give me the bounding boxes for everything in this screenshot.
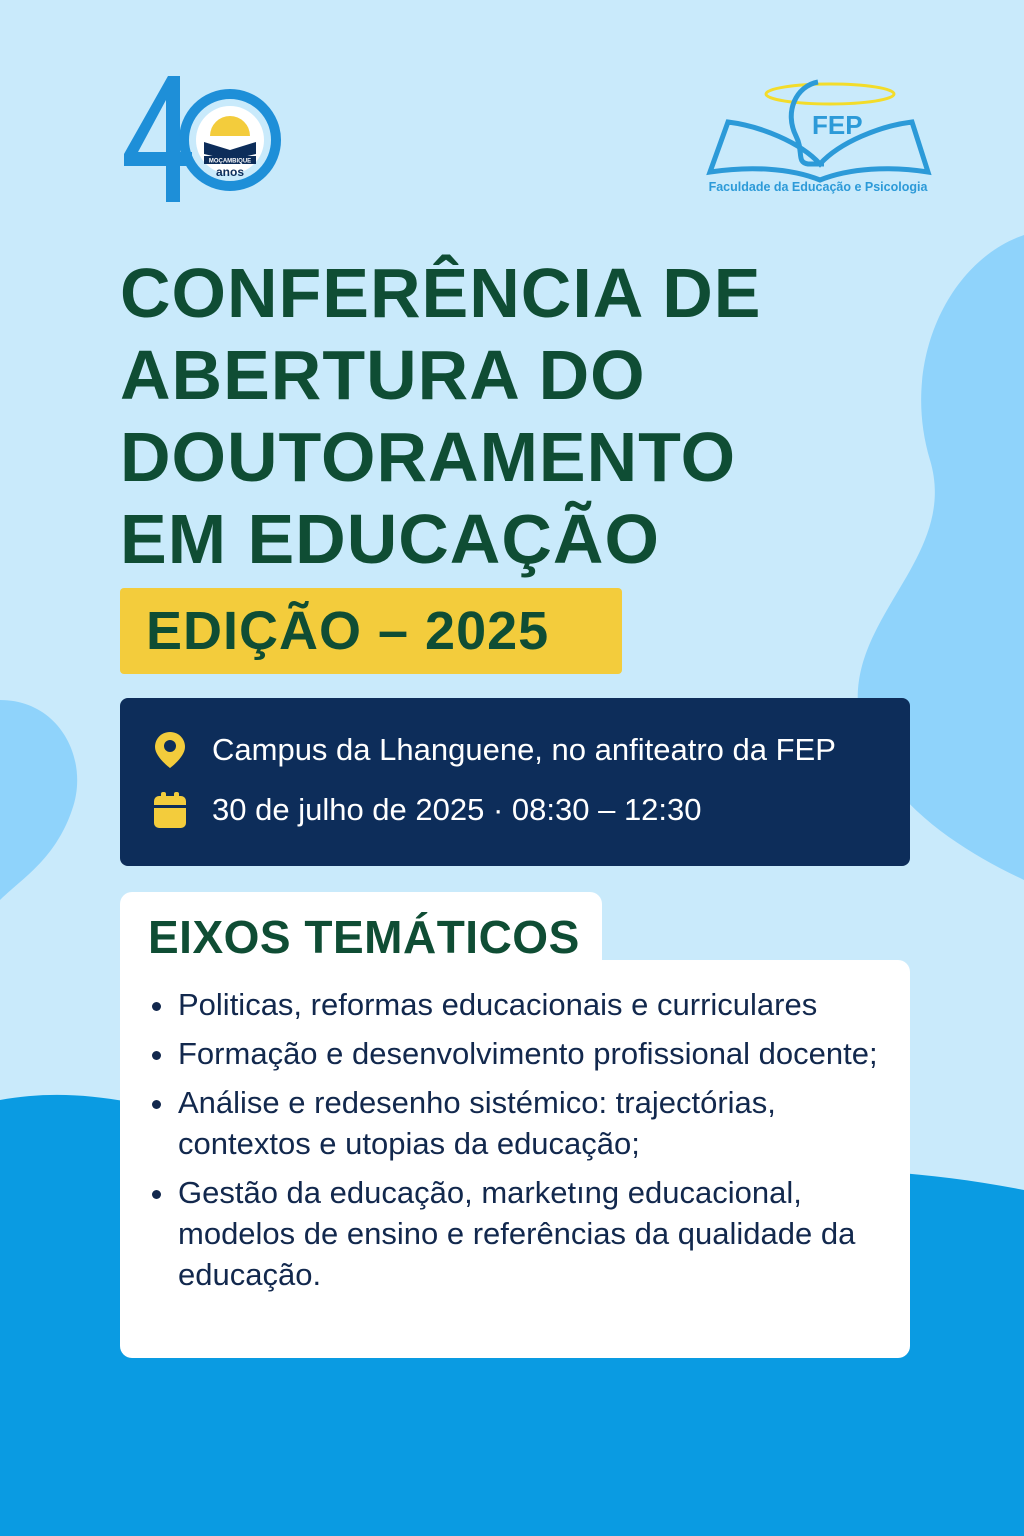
title-line-3: DOUTORAMENTO <box>120 418 737 496</box>
map-pin-icon <box>152 730 188 770</box>
themes-title: EIXOS TEMÁTICOS <box>148 911 580 963</box>
event-info-box <box>120 698 910 866</box>
list-item: Politicas, reformas educacionais e curriculares <box>148 984 898 1025</box>
calendar-icon <box>152 790 188 830</box>
title-line-2: ABERTURA DO <box>120 336 646 414</box>
title-line-1: CONFERÊNCIA DE <box>120 254 762 332</box>
left-blob <box>0 700 77 900</box>
location-row <box>152 730 836 770</box>
list-item: Análise e redesenho sistémico: trajectórias, contextos e utopias da educação; <box>148 1082 898 1164</box>
datetime-row <box>152 790 702 830</box>
fep-caption: Faculdade da Educação e Psicologia <box>708 180 928 194</box>
halo-ring <box>766 84 894 104</box>
list-item: Formação e desenvolvimento profissional docente; <box>148 1033 898 1074</box>
themes-list <box>148 984 898 1303</box>
ribbon-text: MOÇAMBIQUE <box>208 158 252 165</box>
list-item: Gestão da educação, marketıng educacional, modelos de ensino e referências da qualidade da educação. <box>148 1172 898 1295</box>
anos-text: anos <box>216 165 245 179</box>
location-text: Campus da Lhanguene, no anfiteatro da FEP <box>212 732 836 767</box>
fep-acronym: FEP <box>812 110 863 140</box>
edition-badge: EDIÇÃO – 2025 <box>120 588 622 674</box>
datetime-text: 30 de julho de 2025 · 08:30 – 12:30 <box>212 792 702 827</box>
anniversary-logo <box>118 70 288 210</box>
page-title <box>120 252 761 580</box>
title-line-4: EM EDUCAÇÃO <box>120 500 660 578</box>
